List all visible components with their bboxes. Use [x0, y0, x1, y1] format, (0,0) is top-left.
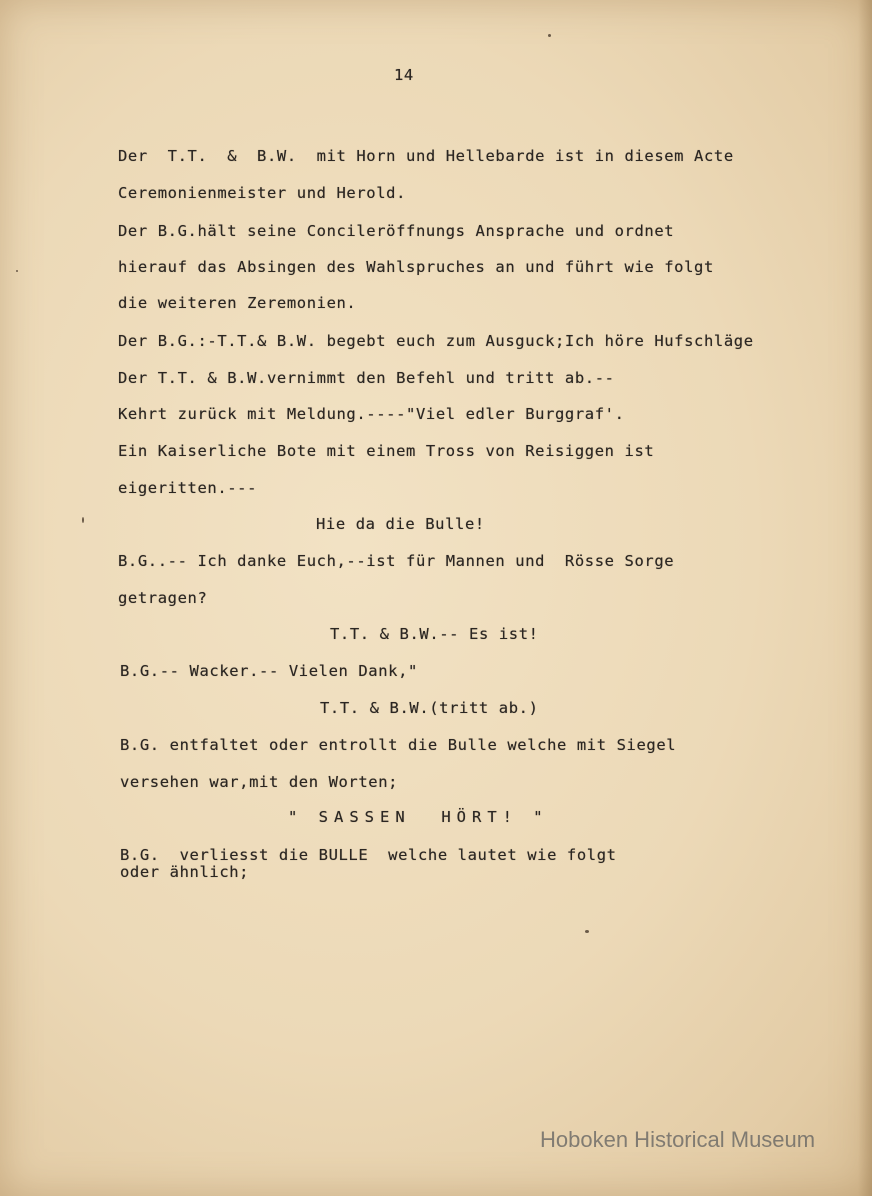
text-line: hierauf das Absingen des Wahlspruches an und führt wie folgt [118, 258, 714, 276]
text-line: Der B.G.:-T.T.& B.W. begebt euch zum Ausguck;Ich höre Hufschläge [118, 332, 754, 350]
text-line: eigeritten.--- [118, 479, 258, 497]
text-line: oder ähnlich; [120, 863, 250, 881]
text-line: B.G..-- Ich danke Euch,--ist für Mannen und Rösse Sorge [118, 552, 675, 570]
text-line-centered: T.T. & B.W.(tritt ab.) [320, 699, 539, 717]
text-line: getragen? [118, 589, 208, 607]
text-line: Ceremonienmeister und Herold. [118, 184, 407, 202]
text-line: Der T.T. & B.W. mit Horn und Hellebarde ist in diesem Acte [118, 147, 734, 165]
text-line: Der T.T. & B.W.vernimmt den Befehl und tritt ab.-- [118, 369, 615, 387]
text-line-centered: Hie da die Bulle! [316, 515, 485, 533]
paper-speck [16, 270, 18, 272]
text-line: die weiteren Zeremonien. [118, 294, 357, 312]
page-edge-shadow [858, 0, 872, 1196]
paper-speck [548, 34, 551, 37]
text-line: Ein Kaiserliche Bote mit einem Tross von Reisiggen ist [118, 442, 655, 460]
museum-watermark: Hoboken Historical Museum [540, 1127, 816, 1152]
text-line: B.G.-- Wacker.-- Vielen Dank," [120, 662, 418, 680]
paper-speck [82, 517, 84, 523]
text-line-centered: T.T. & B.W.-- Es ist! [330, 625, 539, 643]
paper-speck [585, 930, 589, 933]
text-line: versehen war,mit den Worten; [120, 773, 399, 791]
text-line-emphasis: " SASSEN HÖRT! " [288, 808, 549, 826]
text-line: B.G. verliesst die BULLE welche lautet wie folgt [120, 846, 617, 864]
page-number: 14 [394, 66, 414, 84]
text-line: Der B.G.hält seine Concileröffnungs Ansprache und ordnet [118, 222, 675, 240]
text-line: Kehrt zurück mit Meldung.----"Viel edler Burggraf'. [118, 405, 625, 423]
text-line: B.G. entfaltet oder entrollt die Bulle welche mit Siegel [120, 736, 677, 754]
